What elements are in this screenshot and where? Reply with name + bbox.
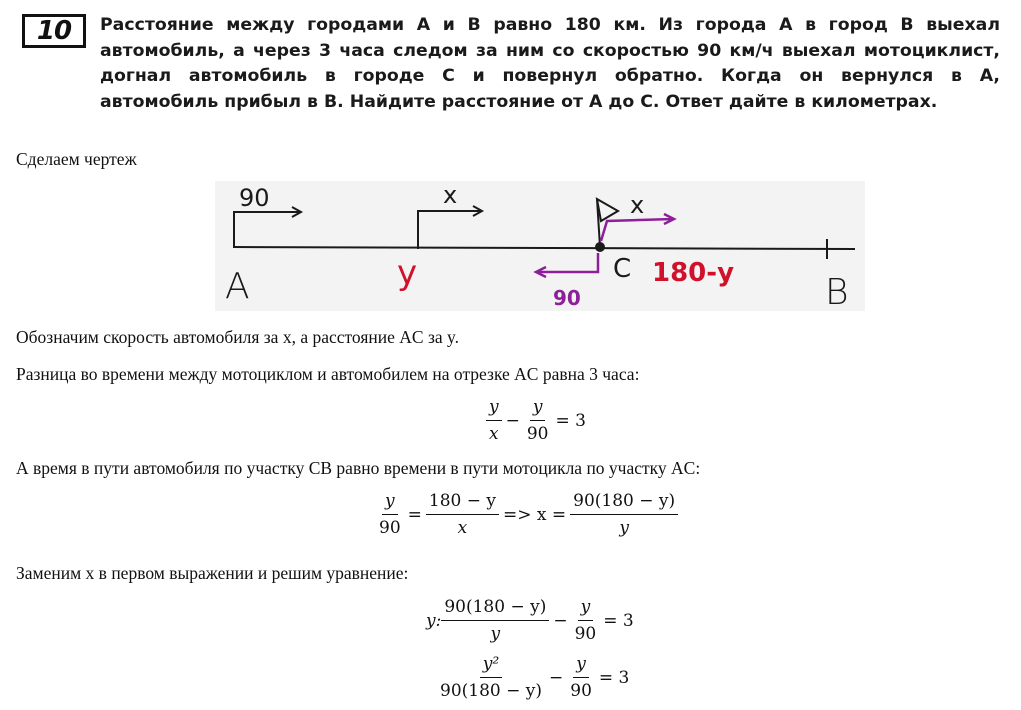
label-y: y xyxy=(397,253,418,293)
fraction xyxy=(437,654,545,701)
prefix: y: xyxy=(426,610,442,631)
problem-line: догнал автомобиль в городе C и повернул обратно. Когда он вернулся в A, xyxy=(100,66,1000,86)
label-a: A xyxy=(225,266,250,307)
operator: − xyxy=(553,610,568,631)
operator: − xyxy=(549,667,564,688)
fraction xyxy=(441,597,549,644)
speed-label-90-back: 90 xyxy=(553,286,581,310)
denominator: x xyxy=(457,518,468,538)
sketch-background xyxy=(215,181,865,311)
numerator: 90(180 − y) xyxy=(441,597,549,621)
operator: − xyxy=(505,410,520,431)
numerator: y xyxy=(486,397,502,421)
solution-paragraph-4: А время в пути автомобиля по участку CB равно времени в пути мотоцикла по участку AC: xyxy=(16,458,701,478)
numerator: 90(180 − y) xyxy=(570,491,678,515)
equation-4 xyxy=(437,654,633,701)
denominator: 90 xyxy=(570,681,592,701)
denominator: x xyxy=(489,424,499,444)
problem-text xyxy=(100,13,1000,115)
numerator: y xyxy=(578,597,594,621)
equation-2 xyxy=(376,491,678,538)
numerator: y² xyxy=(480,654,502,678)
equation-3 xyxy=(426,597,638,644)
problem-line: Расстояние между городами A и B равно 180 км. Из города A в город B выехал xyxy=(100,15,1000,35)
fraction xyxy=(572,597,600,644)
right-hand-side: = 3 xyxy=(603,610,634,631)
problem-line: автомобиль прибыл в B. Найдите расстояние от A до C. Ответ дайте в километрах. xyxy=(100,91,938,112)
label-c: C xyxy=(613,254,632,284)
numerator: y xyxy=(573,654,589,678)
numerator: y xyxy=(382,491,398,515)
speed-label-90-top: 90 xyxy=(239,184,270,212)
denominator: 90 xyxy=(526,424,549,444)
label-b: B xyxy=(825,272,849,311)
right-hand-side: = 3 xyxy=(598,667,630,688)
fraction xyxy=(426,491,499,538)
right-hand-side: = 3 xyxy=(555,410,586,431)
denominator: y xyxy=(490,624,501,644)
fraction xyxy=(567,654,595,701)
denominator: y xyxy=(619,518,629,538)
numerator: 180 − y xyxy=(426,491,499,515)
fraction xyxy=(570,491,678,538)
denominator: 90 xyxy=(379,518,401,538)
fraction xyxy=(376,491,404,538)
numerator: y xyxy=(530,397,546,421)
solution-paragraph-5: Заменим x в первом выражении и решим уравнение: xyxy=(16,563,409,583)
denominator: 90 xyxy=(574,624,597,644)
fraction xyxy=(524,397,552,444)
denominator: 90(180 − y) xyxy=(440,681,542,701)
solution-paragraph-2: Обозначим скорость автомобиля за x, а расстояние AC за y. xyxy=(16,327,460,347)
speed-label-x-2: x xyxy=(630,191,645,219)
equation-1 xyxy=(486,397,590,444)
operator: = xyxy=(407,504,422,525)
sketch-diagram xyxy=(215,181,865,311)
problem-number: 10 xyxy=(22,14,86,48)
speed-label-x-1: x xyxy=(443,181,458,209)
solution-paragraph-3: Разница во времени между мотоциклом и автомобилем на отрезке AC равна 3 часа: xyxy=(16,364,640,384)
implies: => x = xyxy=(503,504,567,525)
problem-line: автомобиль, а через 3 часа следом за ним со скоростью 90 км/ч выехал мотоциклист, xyxy=(100,40,1000,61)
label-180-minus-y: 180-y xyxy=(652,258,735,288)
fraction xyxy=(486,397,502,444)
solution-paragraph-1: Сделаем чертеж xyxy=(16,149,137,169)
